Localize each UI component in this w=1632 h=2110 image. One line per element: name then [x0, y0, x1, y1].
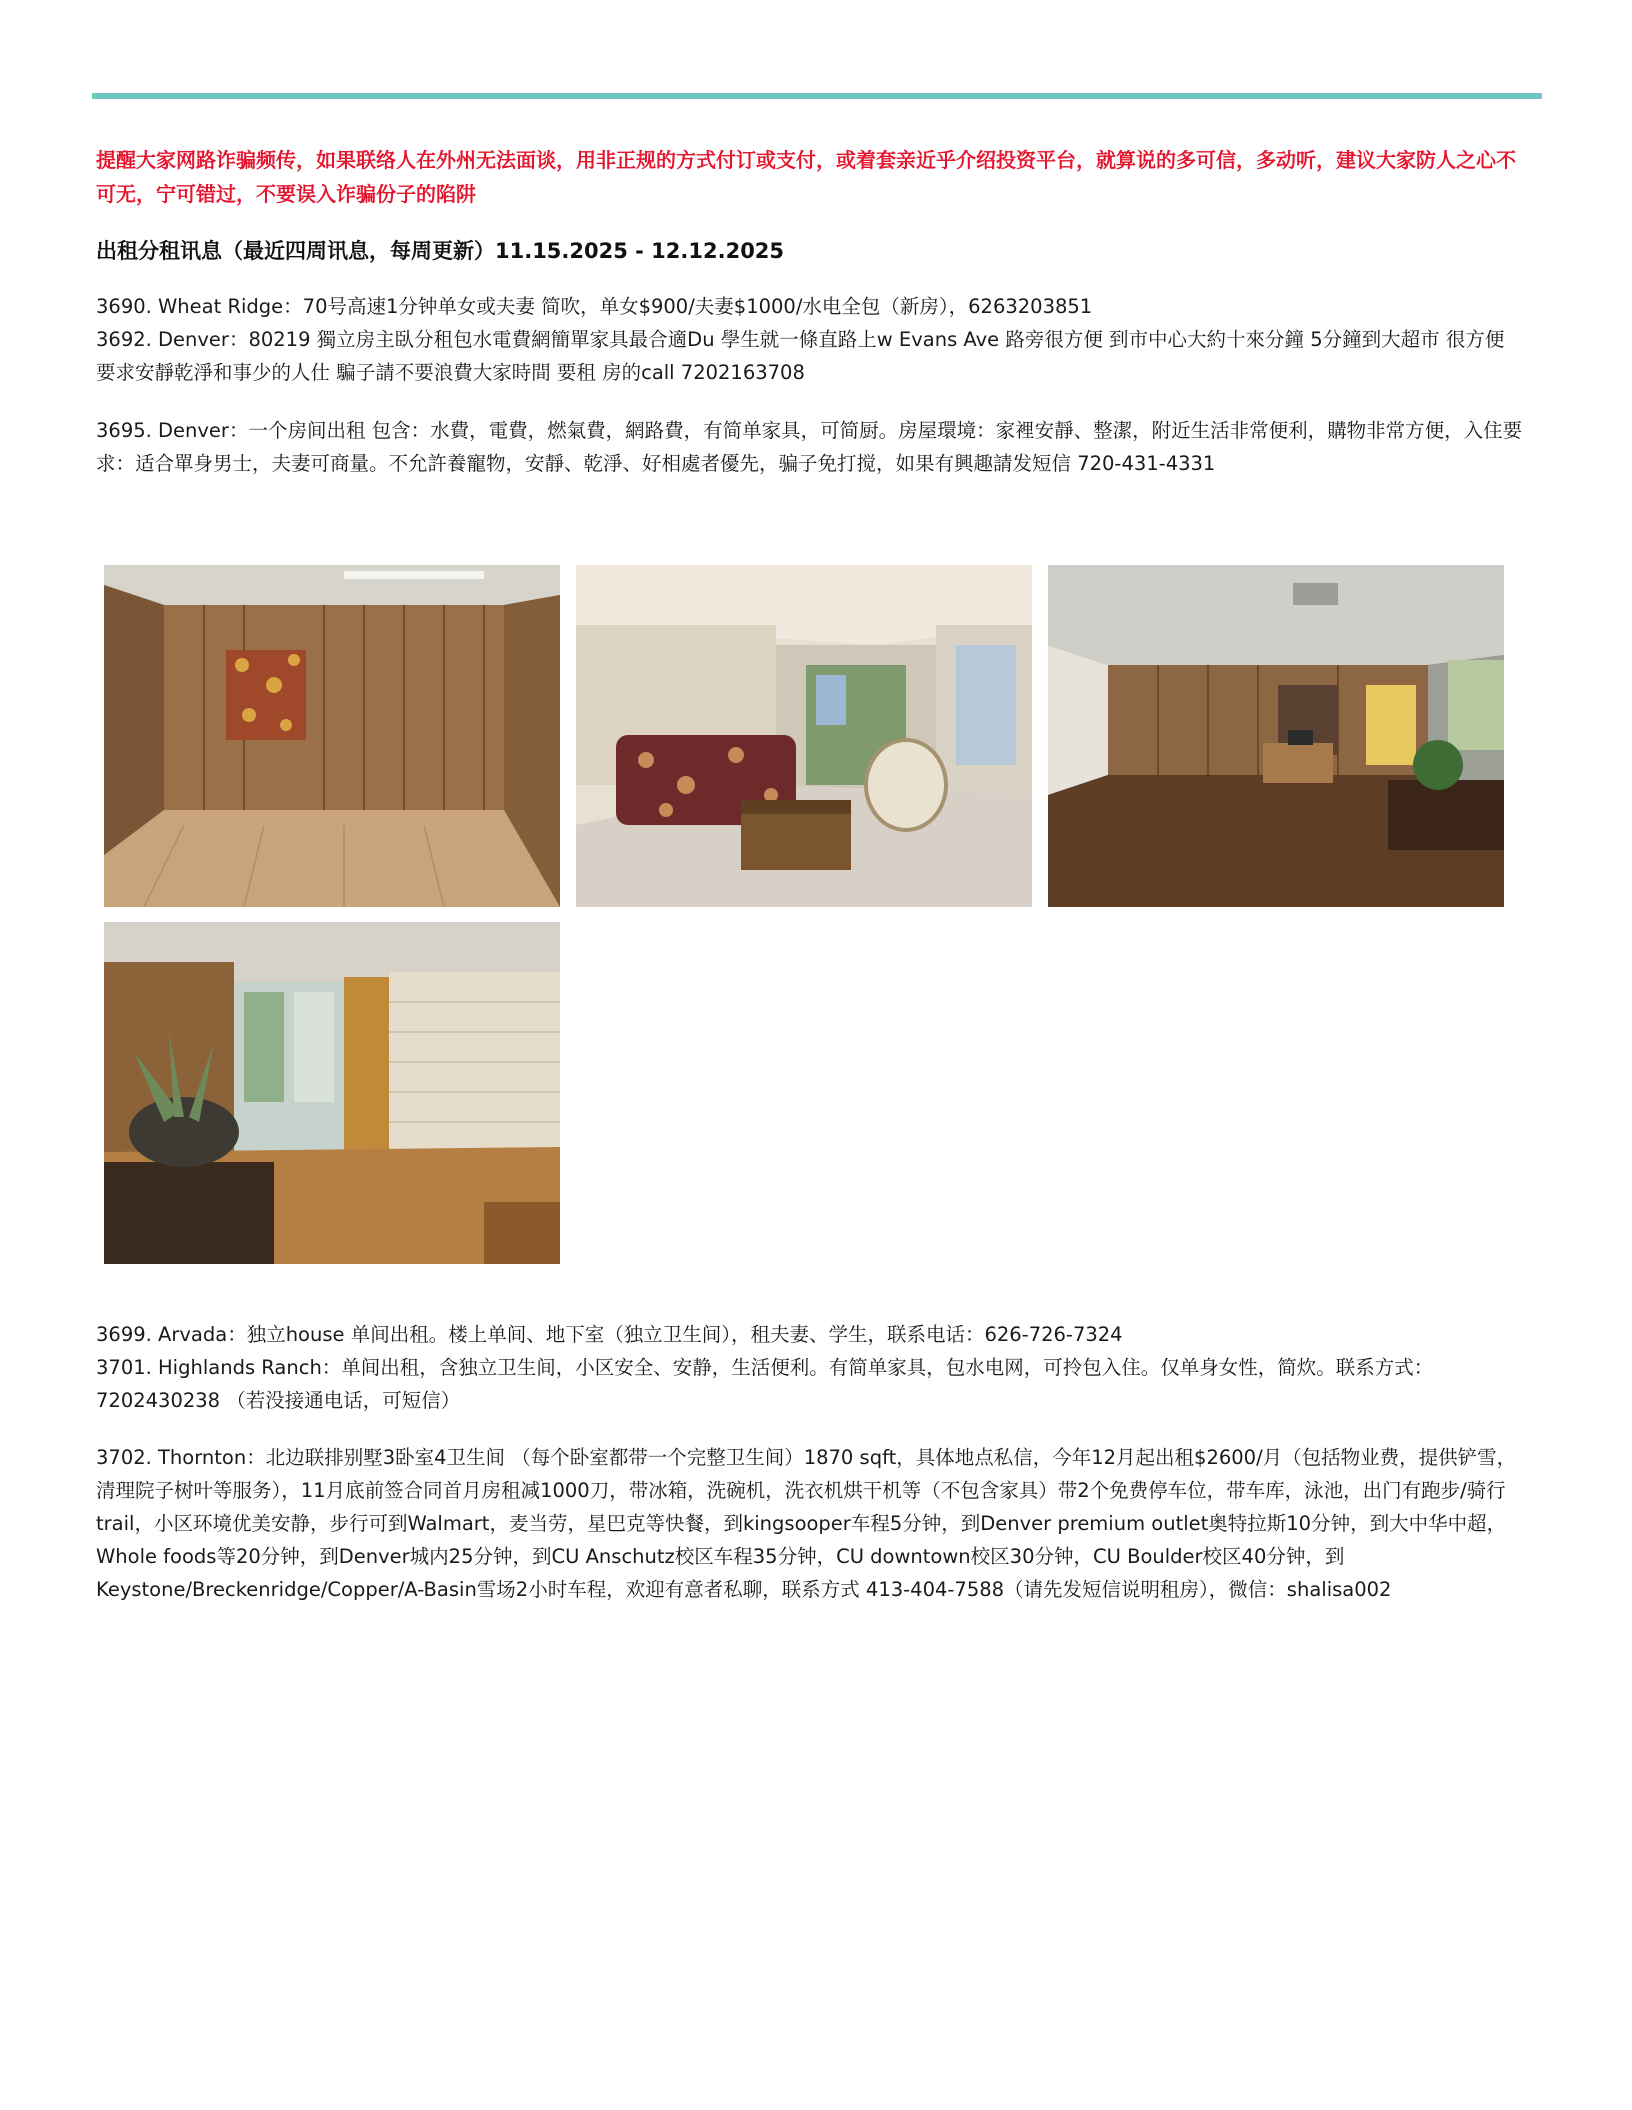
listing-3701: 3701. Highlands Ranch：单间出租，含独立卫生间，小区安全、安静，生活便利。有简单家具，包水电网，可拎包入住。仅单身女性，简炊。联系方式：7202430238 （若没接通电话，可短信）	[96, 1356, 1434, 1412]
listing-group-4	[96, 1441, 1526, 1606]
room-photo-3	[1048, 565, 1504, 907]
room-photo-2	[576, 565, 1032, 907]
scam-warning: 提醒大家网路诈骗频传，如果联络人在外州无法面谈，用非正规的方式付订或支付，或着套亲近乎介绍投资平台，就算说的多可信，多动听，建议大家防人之心不可无，宁可错过，不要误入诈骗份子的陷阱	[96, 148, 1516, 206]
section-heading: 出租分租讯息（最近四周讯息，每周更新）11.15.2025 - 12.12.2025	[96, 239, 785, 263]
listing-3699: 3699. Arvada：独立house 单间出租。楼上单间、地下室（独立卫生间），租夫妻、学生，联系电话：626-726-7324	[96, 1323, 1123, 1346]
room-photo-4	[104, 922, 560, 1264]
top-divider	[92, 93, 1542, 99]
listing-3702: 3702. Thornton：北边联排别墅3卧室4卫生间 （每个卧室都带一个完整卫生间）1870 sqft，具体地点私信，今年12月起出租$2600/月（包括物业费，提供铲雪，清理院子树叶等服务），11月底前签合同首月房租减1000刀，带冰箱，洗碗机，洗衣机烘干机等（不包含家具）带2个免费停车位，带车库，泳池，出门有跑步/骑行trail，小区环境优美安静，步行可到Walmart，麦当劳，星巴克等快餐，到kingsooper车程5分钟，到Denver premium outlet奥特拉斯10分钟，到大中华中超，Whole foods等20分钟，到Denver城内25分钟，到CU Anschutz校区车程35分钟，CU downtown校区30分钟，CU Boulder校区40分钟，到Keystone/Breckenridge/Copper/A-Basin雪场2小时车程，欢迎有意者私聊，联系方式 413-404-7588（请先发短信说明租房），微信：shalisa002	[96, 1446, 1517, 1601]
listing-3690: 3690. Wheat Ridge：70号高速1分钟单女或夫妻 简吹，单女$900/夫妻$1000/水电全包（新房），6263203851	[96, 295, 1093, 318]
listing-3692: 3692. Denver：80219 獨立房主臥分租包水電費網簡單家具最合適Du 學生就一條直路上w Evans Ave 路旁很方便 到市中心大約十來分鐘 5分鐘到大超市 很方便 要求安靜乾淨和事少的人仕 騙子請不要浪費大家時間 要租 房的call 7202163708	[96, 328, 1505, 384]
room-photo-1	[104, 565, 560, 907]
listing-group-2	[96, 414, 1526, 480]
listing-group-3	[96, 1318, 1526, 1417]
listing-3695: 3695. Denver：一个房间出租 包含：水費，電費，燃氣費，網路費，有简单家具，可简厨。房屋環境：家裡安靜、整潔，附近生活非常便利，購物非常方便，入住要求：适合單身男士，夫妻可商量。不允許養寵物，安靜、乾淨、好相處者優先，骗子免打搅，如果有興趣請发短信 720-431-4331	[96, 419, 1523, 475]
listing-group-1	[96, 290, 1526, 389]
